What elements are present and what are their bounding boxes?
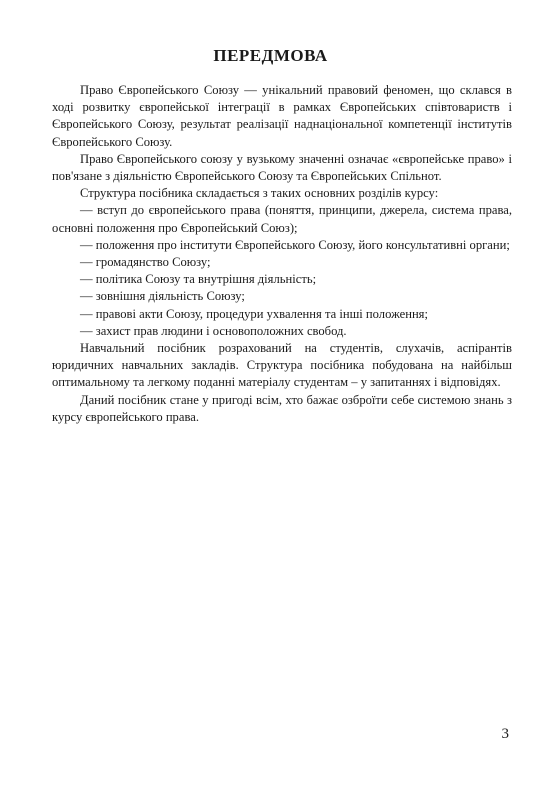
paragraph: Навчальний посібник розрахований на студентів, слухачів, аспірантів юридичних навчальних закладів. Структура посібника побудована на найбільш оптимальному та легкому поданні матеріалу студентам – у запитаннях і відповідях.: [52, 341, 512, 390]
list-item: — вступ до європейського права (поняття, принципи, джерела, система права, основні положення про Європейський Союз);: [52, 203, 512, 235]
page-title: ПЕРЕДМОВА: [213, 46, 328, 65]
body-text: [52, 82, 512, 426]
paragraph: Даний посібник стане у пригоді всім, хто бажає озброїти себе системою знань з курсу європейського права.: [52, 392, 512, 424]
list-item: — положення про інститути Європейського Союзу, його консультативні органи;: [80, 237, 510, 252]
list-item: — громадянство Союзу;: [80, 255, 211, 270]
list-item: — зовнішня діяльність Союзу;: [80, 289, 245, 304]
list-item: — політика Союзу та внутрішня діяльність;: [80, 272, 317, 287]
list-item: — правові акти Союзу, процедури ухвалення та інші положення;: [80, 306, 428, 321]
list-item: — захист прав людини і основоположних свобод.: [80, 323, 347, 338]
page-number: 3: [501, 726, 509, 742]
paragraph: Структура посібника складається з таких основних розділів курсу:: [80, 186, 439, 201]
paragraph: Право Європейського Союзу — унікальний правовий феномен, що склався в ході розвитку європейської інтеграції в рамках Європейських співтовариств і Європейського Союзу, результат реалізації наднаціональної компетенції інститутів Європейського Союзу.: [52, 83, 512, 149]
paragraph: Право Європейського союзу у вузькому значенні означає «європейське право» і пов'язане з діяльністю Європейського Союзу та Європейських Спільнот.: [52, 151, 512, 184]
